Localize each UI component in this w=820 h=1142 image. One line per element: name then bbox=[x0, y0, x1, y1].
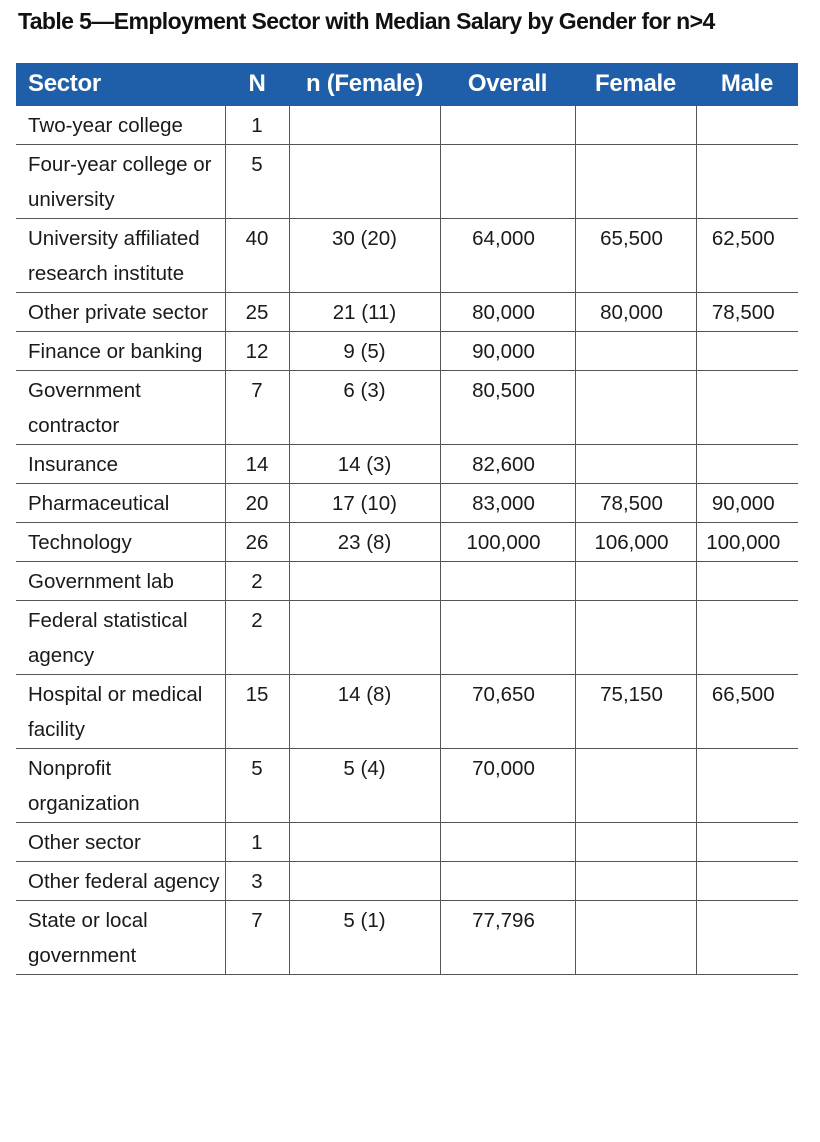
cell-n-female: 14 (3) bbox=[289, 445, 440, 484]
cell-n: 40 bbox=[225, 219, 289, 293]
table-row bbox=[16, 106, 798, 145]
table-row bbox=[16, 823, 798, 862]
cell-male: 100,000 bbox=[696, 523, 798, 562]
table-row bbox=[16, 749, 798, 823]
cell-overall: 70,650 bbox=[440, 675, 575, 749]
table-row bbox=[16, 445, 798, 484]
cell-sector: Finance or banking bbox=[16, 332, 225, 371]
cell-overall: 82,600 bbox=[440, 445, 575, 484]
cell-n: 20 bbox=[225, 484, 289, 523]
cell-overall: 70,000 bbox=[440, 749, 575, 823]
cell-n-female: 14 (8) bbox=[289, 675, 440, 749]
cell-overall bbox=[440, 562, 575, 601]
cell-n-female: 5 (1) bbox=[289, 901, 440, 975]
cell-sector: Four-year college or university bbox=[16, 145, 225, 219]
col-header-female: Female bbox=[575, 63, 696, 106]
cell-sector: Insurance bbox=[16, 445, 225, 484]
cell-overall bbox=[440, 106, 575, 145]
cell-sector: State or local government bbox=[16, 901, 225, 975]
cell-n-female: 23 (8) bbox=[289, 523, 440, 562]
cell-male bbox=[696, 823, 798, 862]
cell-n-female: 9 (5) bbox=[289, 332, 440, 371]
col-header-overall: Overall bbox=[440, 63, 575, 106]
cell-sector: Nonprofit organization bbox=[16, 749, 225, 823]
cell-sector: Government lab bbox=[16, 562, 225, 601]
cell-male bbox=[696, 332, 798, 371]
cell-overall: 90,000 bbox=[440, 332, 575, 371]
cell-n-female bbox=[289, 106, 440, 145]
cell-female bbox=[575, 145, 696, 219]
cell-n-female bbox=[289, 823, 440, 862]
cell-n-female bbox=[289, 862, 440, 901]
table-row bbox=[16, 675, 798, 749]
cell-male bbox=[696, 371, 798, 445]
cell-n: 2 bbox=[225, 562, 289, 601]
cell-overall: 83,000 bbox=[440, 484, 575, 523]
cell-male: 66,500 bbox=[696, 675, 798, 749]
table-row bbox=[16, 145, 798, 219]
cell-female bbox=[575, 601, 696, 675]
cell-male bbox=[696, 106, 798, 145]
cell-n-female: 30 (20) bbox=[289, 219, 440, 293]
cell-overall: 80,500 bbox=[440, 371, 575, 445]
cell-female: 78,500 bbox=[575, 484, 696, 523]
col-header-n-female: n (Female) bbox=[289, 63, 440, 106]
table-row bbox=[16, 862, 798, 901]
cell-sector: Technology bbox=[16, 523, 225, 562]
table-row bbox=[16, 562, 798, 601]
cell-n: 15 bbox=[225, 675, 289, 749]
cell-n-female bbox=[289, 601, 440, 675]
cell-male bbox=[696, 562, 798, 601]
cell-sector: Other federal agency bbox=[16, 862, 225, 901]
cell-female bbox=[575, 445, 696, 484]
cell-sector: Two-year college bbox=[16, 106, 225, 145]
cell-n: 7 bbox=[225, 371, 289, 445]
cell-male bbox=[696, 145, 798, 219]
cell-female: 80,000 bbox=[575, 293, 696, 332]
cell-sector: Government contractor bbox=[16, 371, 225, 445]
cell-overall bbox=[440, 145, 575, 219]
table-row bbox=[16, 332, 798, 371]
cell-n: 5 bbox=[225, 145, 289, 219]
salary-table bbox=[16, 63, 798, 975]
cell-n-female: 21 (11) bbox=[289, 293, 440, 332]
cell-overall: 100,000 bbox=[440, 523, 575, 562]
cell-overall: 80,000 bbox=[440, 293, 575, 332]
cell-n: 3 bbox=[225, 862, 289, 901]
cell-overall bbox=[440, 862, 575, 901]
cell-n: 12 bbox=[225, 332, 289, 371]
table-row bbox=[16, 601, 798, 675]
cell-n: 2 bbox=[225, 601, 289, 675]
cell-female: 106,000 bbox=[575, 523, 696, 562]
cell-male bbox=[696, 901, 798, 975]
table-title: Table 5—Employment Sector with Median Salary by Gender for n>4 bbox=[18, 8, 715, 34]
cell-n: 14 bbox=[225, 445, 289, 484]
cell-overall: 64,000 bbox=[440, 219, 575, 293]
col-header-male: Male bbox=[696, 63, 798, 106]
cell-n-female: 17 (10) bbox=[289, 484, 440, 523]
cell-female: 75,150 bbox=[575, 675, 696, 749]
table-row bbox=[16, 523, 798, 562]
cell-overall bbox=[440, 823, 575, 862]
table-row bbox=[16, 371, 798, 445]
cell-n: 1 bbox=[225, 106, 289, 145]
col-header-n: N bbox=[225, 63, 289, 106]
cell-female bbox=[575, 106, 696, 145]
cell-n: 25 bbox=[225, 293, 289, 332]
cell-sector: Other private sector bbox=[16, 293, 225, 332]
cell-sector: Pharmaceutical bbox=[16, 484, 225, 523]
cell-overall bbox=[440, 601, 575, 675]
cell-n-female bbox=[289, 562, 440, 601]
cell-n-female: 5 (4) bbox=[289, 749, 440, 823]
cell-sector: Federal statistical agency bbox=[16, 601, 225, 675]
cell-male bbox=[696, 749, 798, 823]
cell-male bbox=[696, 445, 798, 484]
cell-overall: 77,796 bbox=[440, 901, 575, 975]
cell-female bbox=[575, 371, 696, 445]
cell-n: 26 bbox=[225, 523, 289, 562]
cell-n-female bbox=[289, 145, 440, 219]
header-row bbox=[16, 63, 798, 106]
table-row bbox=[16, 293, 798, 332]
cell-female bbox=[575, 823, 696, 862]
table-row bbox=[16, 901, 798, 975]
cell-male bbox=[696, 601, 798, 675]
table-row bbox=[16, 484, 798, 523]
cell-n: 1 bbox=[225, 823, 289, 862]
cell-male: 90,000 bbox=[696, 484, 798, 523]
cell-female: 65,500 bbox=[575, 219, 696, 293]
cell-sector: University affiliated research institute bbox=[16, 219, 225, 293]
cell-male bbox=[696, 862, 798, 901]
cell-male: 78,500 bbox=[696, 293, 798, 332]
table-row bbox=[16, 219, 798, 293]
cell-female bbox=[575, 562, 696, 601]
cell-female bbox=[575, 901, 696, 975]
cell-female bbox=[575, 862, 696, 901]
cell-n-female: 6 (3) bbox=[289, 371, 440, 445]
cell-n: 5 bbox=[225, 749, 289, 823]
cell-sector: Hospital or medical facility bbox=[16, 675, 225, 749]
cell-male: 62,500 bbox=[696, 219, 798, 293]
col-header-sector: Sector bbox=[16, 63, 225, 106]
cell-n: 7 bbox=[225, 901, 289, 975]
cell-female bbox=[575, 332, 696, 371]
cell-female bbox=[575, 749, 696, 823]
cell-sector: Other sector bbox=[16, 823, 225, 862]
